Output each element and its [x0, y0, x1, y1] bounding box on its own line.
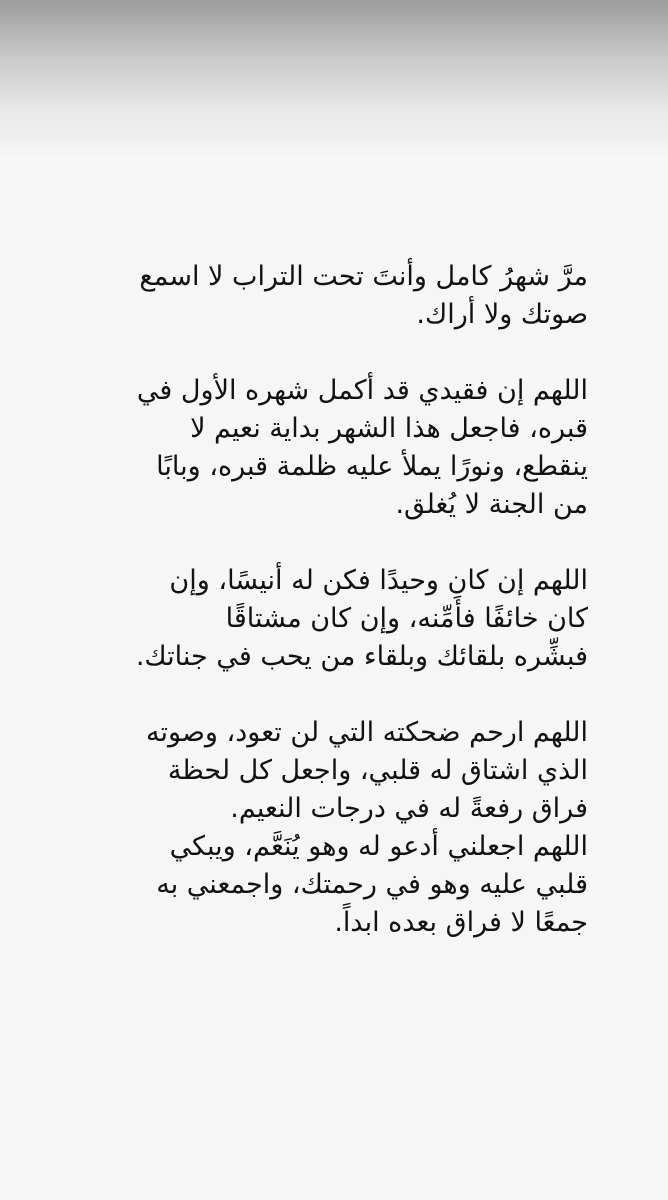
text-line: صوتك ولا أراك. [416, 299, 588, 330]
paragraph-prayer-companion [80, 562, 588, 676]
text-line: من الجنة لا يُغلق. [395, 489, 588, 520]
paragraph-prayer-first-month [80, 372, 588, 524]
text-line: ينقطع، ونورًا يملأ عليه ظلمة قبره، وبابًا [156, 451, 588, 482]
paragraph-prayer-mercy [80, 714, 588, 828]
text-line: الذي اشتاق له قلبي، واجعل كل لحظة [167, 755, 588, 786]
paragraph-prayer-reunion [80, 828, 588, 942]
text-line: اللهم ارحم ضحكته التي لن تعود، وصوته [146, 717, 588, 748]
text-line: اللهم إن فقيدي قد أكمل شهره الأول في [136, 375, 588, 406]
paragraph-intro [80, 258, 588, 334]
text-line: فبشِّره بلقائك وبلقاء من يحب في جناتك. [135, 641, 588, 672]
text-line: قبره، فاجعل هذا الشهر بداية نعيم لا [190, 413, 588, 444]
text-line: جمعًا لا فراق بعده ابداً. [334, 907, 588, 938]
text-line: كان خائفًا فأمِّنه، وإن كان مشتاقًا [225, 603, 588, 634]
top-gradient-overlay [0, 0, 668, 160]
story-text [80, 258, 588, 942]
text-line: اللهم إن كانِ وحيدًا فكن له أنيسًا، وإن [169, 565, 588, 596]
text-line: مرَّ شهرُ كامل وأنتَ تحت التراب لا اسمع [139, 261, 588, 292]
text-line: قلبي عليه وهو في رحمتك، واجمعني به [156, 869, 588, 900]
text-line: اللهم اجعلني أدعو له وهو يُنَعَّم، ويبكي [169, 831, 588, 862]
text-line: فراق رفعةً له في درجات النعيم. [230, 793, 588, 824]
